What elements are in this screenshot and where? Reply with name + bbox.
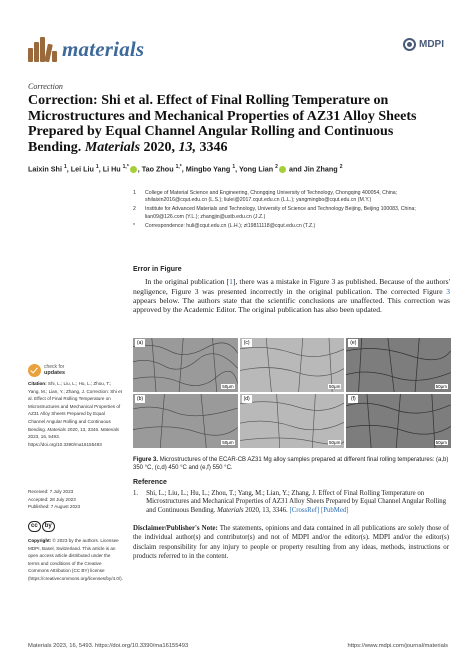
journal-logo[interactable] xyxy=(28,36,144,62)
accepted-date: Accepted: 28 July 2023 xyxy=(28,496,76,502)
author-name: Laixin Shi xyxy=(28,164,62,174)
footer-journal-url[interactable]: https://www.mdpi.com/journal/materials xyxy=(347,643,448,649)
check-updates-icon xyxy=(28,364,41,377)
by-icon: by xyxy=(42,521,55,532)
page-footer xyxy=(28,643,448,649)
orcid-icon[interactable] xyxy=(130,166,137,173)
author-name: Tao Zhou xyxy=(141,164,174,174)
micrograph-panel: (e) 50μm xyxy=(346,338,451,392)
author-name: Jin Zhang xyxy=(303,164,338,174)
figure-link[interactable]: 3 xyxy=(446,286,450,296)
author-name: Mingbo Yang xyxy=(185,164,231,174)
body-paragraph: In the original publication [1], there was a mistake in Figure 3 as published. Because of the authors' negligence, Figure 3 was presented incorrectly in the original publication. The corrected Figure 3 appears below. The authors state that the scientific conclusions are unaffected. This correction was approved by the Academic Editor. The original publication has also been updated. xyxy=(133,277,450,315)
micrograph-panel: (d) 50μm xyxy=(240,394,345,448)
publisher-logo[interactable] xyxy=(403,38,444,51)
received-date: Received: 7 July 2023 xyxy=(28,489,74,494)
pubmed-link[interactable]: [PubMed] xyxy=(320,506,349,514)
reference-item: 1. Shi, L.; Liu, L.; Hu, L.; Zhou, T.; Yang, M.; Lian, Y.; Zhang, J. Effect of Final Rolling Temperature on Microstructures and Mechanical Properties of AZ31 Alloy Sheets Prepared by Equal Channel Angular Rolling and Continuous Bending. Materials 2020, 13, 3346. [CrossRef] [PubMed] xyxy=(133,490,447,514)
disclaimer: Disclaimer/Publisher's Note: The statements, opinions and data contained in all publications are solely those of the individual author(s) and contributor(s) and not of MDPI and/or the editor(s). MDPI and/or the editor(s) disclaim responsibility for any injury to people or property resulting from any ideas, methods, instructions or products referred to in the content. xyxy=(133,525,449,560)
reference-heading: Reference xyxy=(133,479,167,486)
citation-block: Citation: Shi, L.; Liu, L.; Hu, L.; Zhou, T.; Yang, M.; Lian, Y.; Zhang, J. Correction: Shi et al. Effect of Final Rolling Temperature on Microstructures and Mechanical Properties of AZ31 Alloy Sheets Prepared by Equal Channel Angular Rolling and Continuous Bending. Materials 2020, 13, 3346. Materials 2023, 16, 5493. https://doi.org/10.3390/ma16155493 xyxy=(28,381,122,447)
author-name: Lei Liu xyxy=(70,164,94,174)
author-list: Laixin Shi $^1$, Lei Liu $^1$, Li Hu $^{1,*}$ , Tao Zhou $^{1,*}$, Mingbo Yang $^1$, Yong Lian $^2$ and Jin Zhang $^2$ xyxy=(28,164,343,174)
publisher-name: MDPI xyxy=(419,39,444,50)
cc-icon: cc xyxy=(28,521,41,532)
affiliation: College of Material Science and Engineering, Chongqing University of Technology, Chongqing 400054, China; shilaixin2016@cqut.edu.cn (L.S.); liulei@2017.cqut.edu.cn (L.L.); yangmingbo@cqut.edu.cn (M.Y.) xyxy=(145,190,398,204)
affiliations: 1 College of Material Science and Engineering, Chongqing University of Technology, Chongqing 400054, China; shilaixin2016@cqut.edu.cn (L.S.); liulei@2017.cqut.edu.cn (L.L.); yangmingbo@cqut.edu.cn (M.Y.) 2 Institute for Advanced Materials and Technology, University of Science and Technology Beijing, Beijing 100083, China; lian09@126.com (Y.L.); zhangjin@ustb.edu.cn (J.Z.) * Correspondence: huli@cqut.edu.cn (L.H.); zt19811118@cqut.edu.cn (T.Z.) xyxy=(133,190,453,232)
author-name: Yong Lian xyxy=(238,164,274,174)
correspondence: Correspondence: huli@cqut.edu.cn (L.H.); zt19811118@cqut.edu.cn (T.Z.) xyxy=(145,222,316,229)
published-date: Published: 7 August 2023 xyxy=(28,504,81,510)
section-error-in-figure xyxy=(133,265,450,314)
orcid-icon[interactable] xyxy=(279,166,286,173)
section-heading: Error in Figure xyxy=(133,266,182,273)
micrograph-panel: (b) 50μm xyxy=(133,394,238,448)
micrograph-panel: (c) 50μm xyxy=(240,338,345,392)
article-type: Correction xyxy=(28,82,63,91)
ref-link[interactable]: 1 xyxy=(229,277,233,287)
cc-license-badge[interactable] xyxy=(28,521,55,532)
footer-citation[interactable]: Materials 2023, 16, 5493. https://doi.org/10.3390/ma16155493 xyxy=(28,643,189,649)
affiliation: Institute for Advanced Materials and Technology, University of Science and Technology Beijing, Beijing 100083, China; lian09@126.com (Y.L.); zhangjin@ustb.edu.cn (J.Z.) xyxy=(145,206,416,220)
dates-block xyxy=(28,488,122,511)
journal-name: materials xyxy=(62,36,145,61)
mdpi-logo-icon xyxy=(403,38,416,51)
micrograph-panel: (a) 50μm xyxy=(133,338,238,392)
figure-caption: Figure 3. Microstructures of the ECAR-CB AZ31 Mg alloy samples prepared at different final rolling temperatures: (a,b) 350 °C, (c,d) 450 °C and (e,f) 550 °C. xyxy=(133,457,449,472)
copyright-block: Copyright: © 2023 by the authors. Licensee MDPI, Basel, Switzerland. This article is an open access article distributed under the terms and conditions of the Creative Commons Attribution (CC BY) license (https://creativecommons.org/licenses/by/4.0/). xyxy=(28,538,123,581)
article-title: Correction: Shi et al. Effect of Final Rolling Temperature on Microstructures and Mechanical Properties of AZ31 Alloy Sheets Prepared by Equal Channel Angular Rolling and Continuous Bending. Materials 2020, 13, 3346 xyxy=(28,93,417,155)
check-for-updates-button[interactable]: check for updates xyxy=(28,364,65,377)
figure-3 xyxy=(133,338,451,448)
author-name: Li Hu xyxy=(102,164,121,174)
crossref-link[interactable]: [CrossRef] xyxy=(289,506,320,514)
micrograph-panel: (f) 50μm xyxy=(346,394,451,448)
books-logo-icon xyxy=(28,36,58,62)
